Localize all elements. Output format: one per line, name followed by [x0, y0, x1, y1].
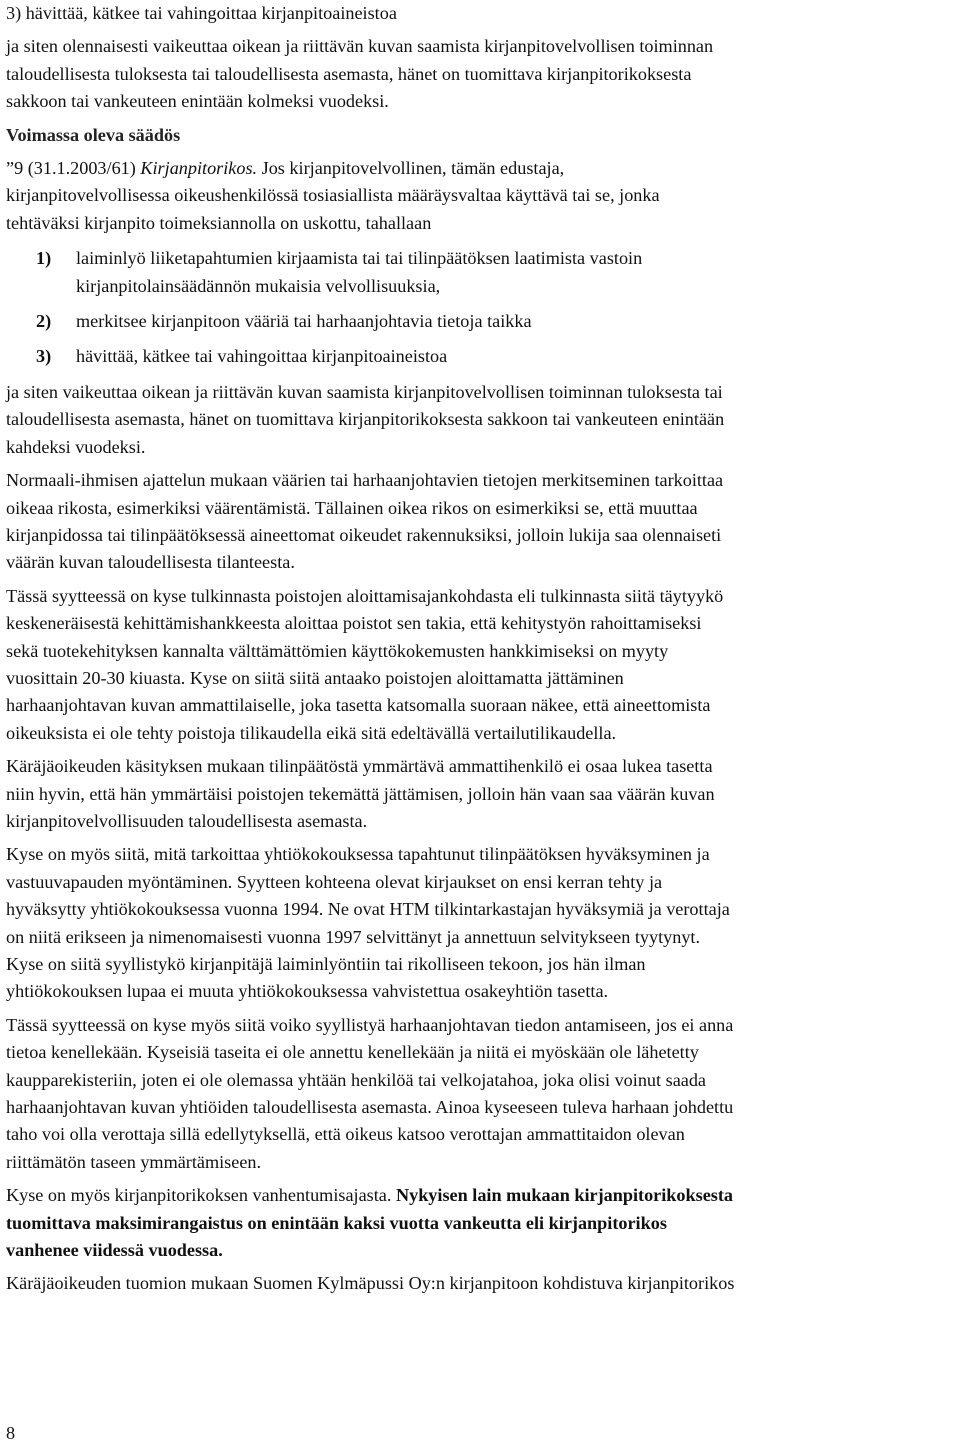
paragraph-bold-text: Nykyisen lain mukaan kirjanpitorikoksesta: [395, 1185, 734, 1206]
paragraph-9: [6, 1270, 950, 1297]
paragraph-line: yhtiökokouksen lupaa ei muuta yhtiökokouksessa vahvistettua osakeyhtiön tasetta.: [6, 981, 609, 1002]
page-number: 8: [6, 1423, 16, 1443]
paragraph-6: [6, 841, 950, 1005]
statute-item-3: [36, 343, 950, 370]
paragraph-2: [6, 379, 950, 461]
paragraph-line: hyväksytty yhtiökokouksessa vuonna 1994. Ne ovat HTM tilkintarkastajan hyväksymiä ja verottaja: [6, 899, 730, 920]
statute-ref: ”9 (31.1.2003/61): [6, 158, 141, 179]
paragraph-line: vastuuvapauden myöntäminen. Syytteen kohteena olevat kirjaukset on ensi kerran tehty ja: [6, 871, 663, 892]
statute-paragraph: [6, 155, 950, 237]
statute-item-number: 3): [36, 346, 52, 367]
paragraph-line: vuosittain 20-30 kiuasta. Kyse on siitä siitä antaako poistojen aloittamatta jättäminen: [6, 667, 624, 688]
statute-item-1: [36, 245, 950, 300]
statute-item-line: merkitsee kirjanpitoon vääriä tai harhaanjohtavia tietoja taikka: [76, 311, 532, 332]
paragraph-line: harhaanjohtavan kuvan ammattilaiselle, joka tasetta katsomalla suoraan näkee, että aineettomista: [6, 695, 711, 716]
statute-item-line: kirjanpitolainsäädännön mukaisia velvollisuuksia,: [76, 275, 441, 296]
statute-item-line: hävittää, kätkee tai vahingoittaa kirjanpitoaineistoa: [76, 346, 448, 367]
paragraph-1: [6, 33, 950, 115]
paragraph-line: Tässä syytteessä on kyse tulkinnasta poistojen aloittamisajankohdasta eli tulkinnasta siitä täytyykö: [6, 585, 724, 606]
section-heading: [6, 122, 950, 149]
paragraph-line: väärän kuvan taloudellisesta tilanteesta.: [6, 552, 295, 573]
statute-first-line: [6, 155, 950, 182]
paragraph-line: kaupparekisteriin, joten ei ole olemassa yhtään henkilöä tai velkojatahoa, joka olisi voinut saada: [6, 1069, 707, 1090]
paragraph-line: [6, 1182, 950, 1209]
paragraph-line: keskeneräisestä kehittämishankkeesta aloittaa poistot sen takia, että kehitystyön rahoittamiseksi: [6, 613, 702, 634]
paragraph-line: taloudellisesta asemasta, hänet on tuomittava kirjanpitorikoksesta sakkoon tai vankeuteen enintään: [6, 409, 725, 430]
statute-line: kirjanpitovelvollisessa oikeushenkilössä tosiasiallista määräysvaltaa käyttävä tai se, jonka: [6, 185, 660, 206]
paragraph-line: tietoa kenellekään. Kyseisiä taseita ei ole annettu kenellekään ja niitä ei myöskään ole lähetetty: [6, 1042, 699, 1063]
paragraph-bold-line: vanhenee viidessä vuodessa.: [6, 1240, 223, 1261]
paragraph-line: Kyse on myös siitä, mitä tarkoittaa yhtiökokouksessa tapahtunut tilinpäätöksen hyväksyminen ja: [6, 844, 710, 865]
paragraph-line: ja siten olennaisesti vaikeuttaa oikean ja riittävän kuvan saamista kirjanpitovelvollisen toiminnan: [6, 36, 714, 57]
paragraph-normal-text: Kyse on myös kirjanpitorikoksen vanhentumisajasta.: [6, 1185, 396, 1206]
paragraph-3: [6, 467, 950, 577]
paragraph-line: on niitä erikseen ja nimenomaisesti vuonna 1997 selvittänyt ja annettuun selvitykseen tyytynyt.: [6, 926, 701, 947]
paragraph-4: [6, 583, 950, 747]
section-heading-text: Voimassa oleva säädös: [6, 124, 181, 145]
paragraph-line: Käräjäoikeuden tuomion mukaan Suomen Kylmäpussi Oy:n kirjanpitoon kohdistuva kirjanpitorikos: [6, 1273, 735, 1294]
statute-item-2: [36, 308, 950, 335]
paragraph-line: taloudellisesta tuloksesta tai taloudellisesta asemasta, hänet on tuomittava kirjanpitorikoksesta: [6, 63, 692, 84]
statute-item-line: laiminlyö liiketapahtumien kirjaamista tai tai tilinpäätöksen laatimista vastoin: [76, 248, 643, 269]
document-page: [6, 0, 950, 1298]
statute-item-number: 1): [36, 248, 52, 269]
statute-line: tehtäväksi kirjanpito toimeksiannolla on uskottu, tahallaan: [6, 212, 432, 233]
paragraph-5: [6, 753, 950, 835]
paragraph-line: kirjanpidossa tai tilinpäätöksessä aineettomat oikeudet rakennuksiksi, jolloin lukija saa olennaiseti: [6, 524, 722, 545]
paragraph-line: Tässä syytteessä on kyse myös siitä voiko syyllistyä harhaanjohtavan tiedon antamiseen, jos ei anna: [6, 1014, 734, 1035]
paragraph-line: oikeaa rikosta, esimerkiksi väärentämistä. Tällainen oikea rikos on esimerkiksi se, että muuttaa: [6, 497, 698, 518]
paragraph-line: Käräjäoikeuden käsityksen mukaan tilinpäätöstä ymmärtävä ammattihenkilö ei osaa lukea tasetta: [6, 756, 713, 777]
paragraph-line: oikeuksista ei ole tehty poistoja tilikaudella eikä sitä edeltävällä vertailutilikaudella.: [6, 722, 617, 743]
statute-title: Kirjanpitorikos.: [140, 158, 258, 179]
paragraph-line: harhaanjohtavan kuvan yhtiöiden taloudellisesta asemasta. Ainoa kyseeseen tuleva harhaan johdettu: [6, 1097, 734, 1118]
statute-item-number: 2): [36, 311, 52, 332]
paragraph-line: sekä tuotekehityksen kannalta välttämättömien käyttökokemusten hankkimiseksi on myyty: [6, 640, 669, 661]
paragraph-line: niin hyvin, että hän ymmärtäisi poistojen tekemättä jättämisen, jolloin hän vaan saa väärän kuvan: [6, 783, 715, 804]
paragraph-line: ja siten vaikeuttaa oikean ja riittävän kuvan saamista kirjanpitovelvollisen toiminnan tuloksesta tai: [6, 381, 723, 402]
paragraph-line: kirjanpitovelvollisuuden taloudellisesta asemasta.: [6, 810, 368, 831]
statute-line1-rest: Jos kirjanpitovelvollinen, tämän edustaja,: [257, 158, 565, 179]
paragraph-line: Normaali-ihmisen ajattelun mukaan väärien tai harhaanjohtavien tietojen merkitseminen tarkoittaa: [6, 470, 724, 491]
paragraph-7: [6, 1012, 950, 1176]
top-list-item-text: 3) hävittää, kätkee tai vahingoittaa kirjanpitoaineistoa: [6, 3, 397, 23]
paragraph-8: [6, 1182, 950, 1264]
paragraph-line: taho voi olla verottaja sillä edellytyksellä, että oikeus katsoo verottajan ammattitaidon olevan: [6, 1124, 685, 1145]
paragraph-bold-line: tuomittava maksimirangaistus on enintään kaksi vuotta vankeutta eli kirjanpitorikos: [6, 1212, 667, 1233]
paragraph-line: Kyse on siitä syyllistykö kirjanpitäjä laiminlyöntiin tai rikolliseen tekoon, jos hän ilman: [6, 954, 646, 974]
paragraph-line: kahdeksi vuodeksi.: [6, 436, 146, 457]
paragraph-line: sakkoon tai vankeuteen enintään kolmeksi vuodeksi.: [6, 91, 389, 112]
top-list-item: [6, 0, 950, 27]
paragraph-line: riittämätön taseen ymmärtämiseen.: [6, 1151, 262, 1172]
